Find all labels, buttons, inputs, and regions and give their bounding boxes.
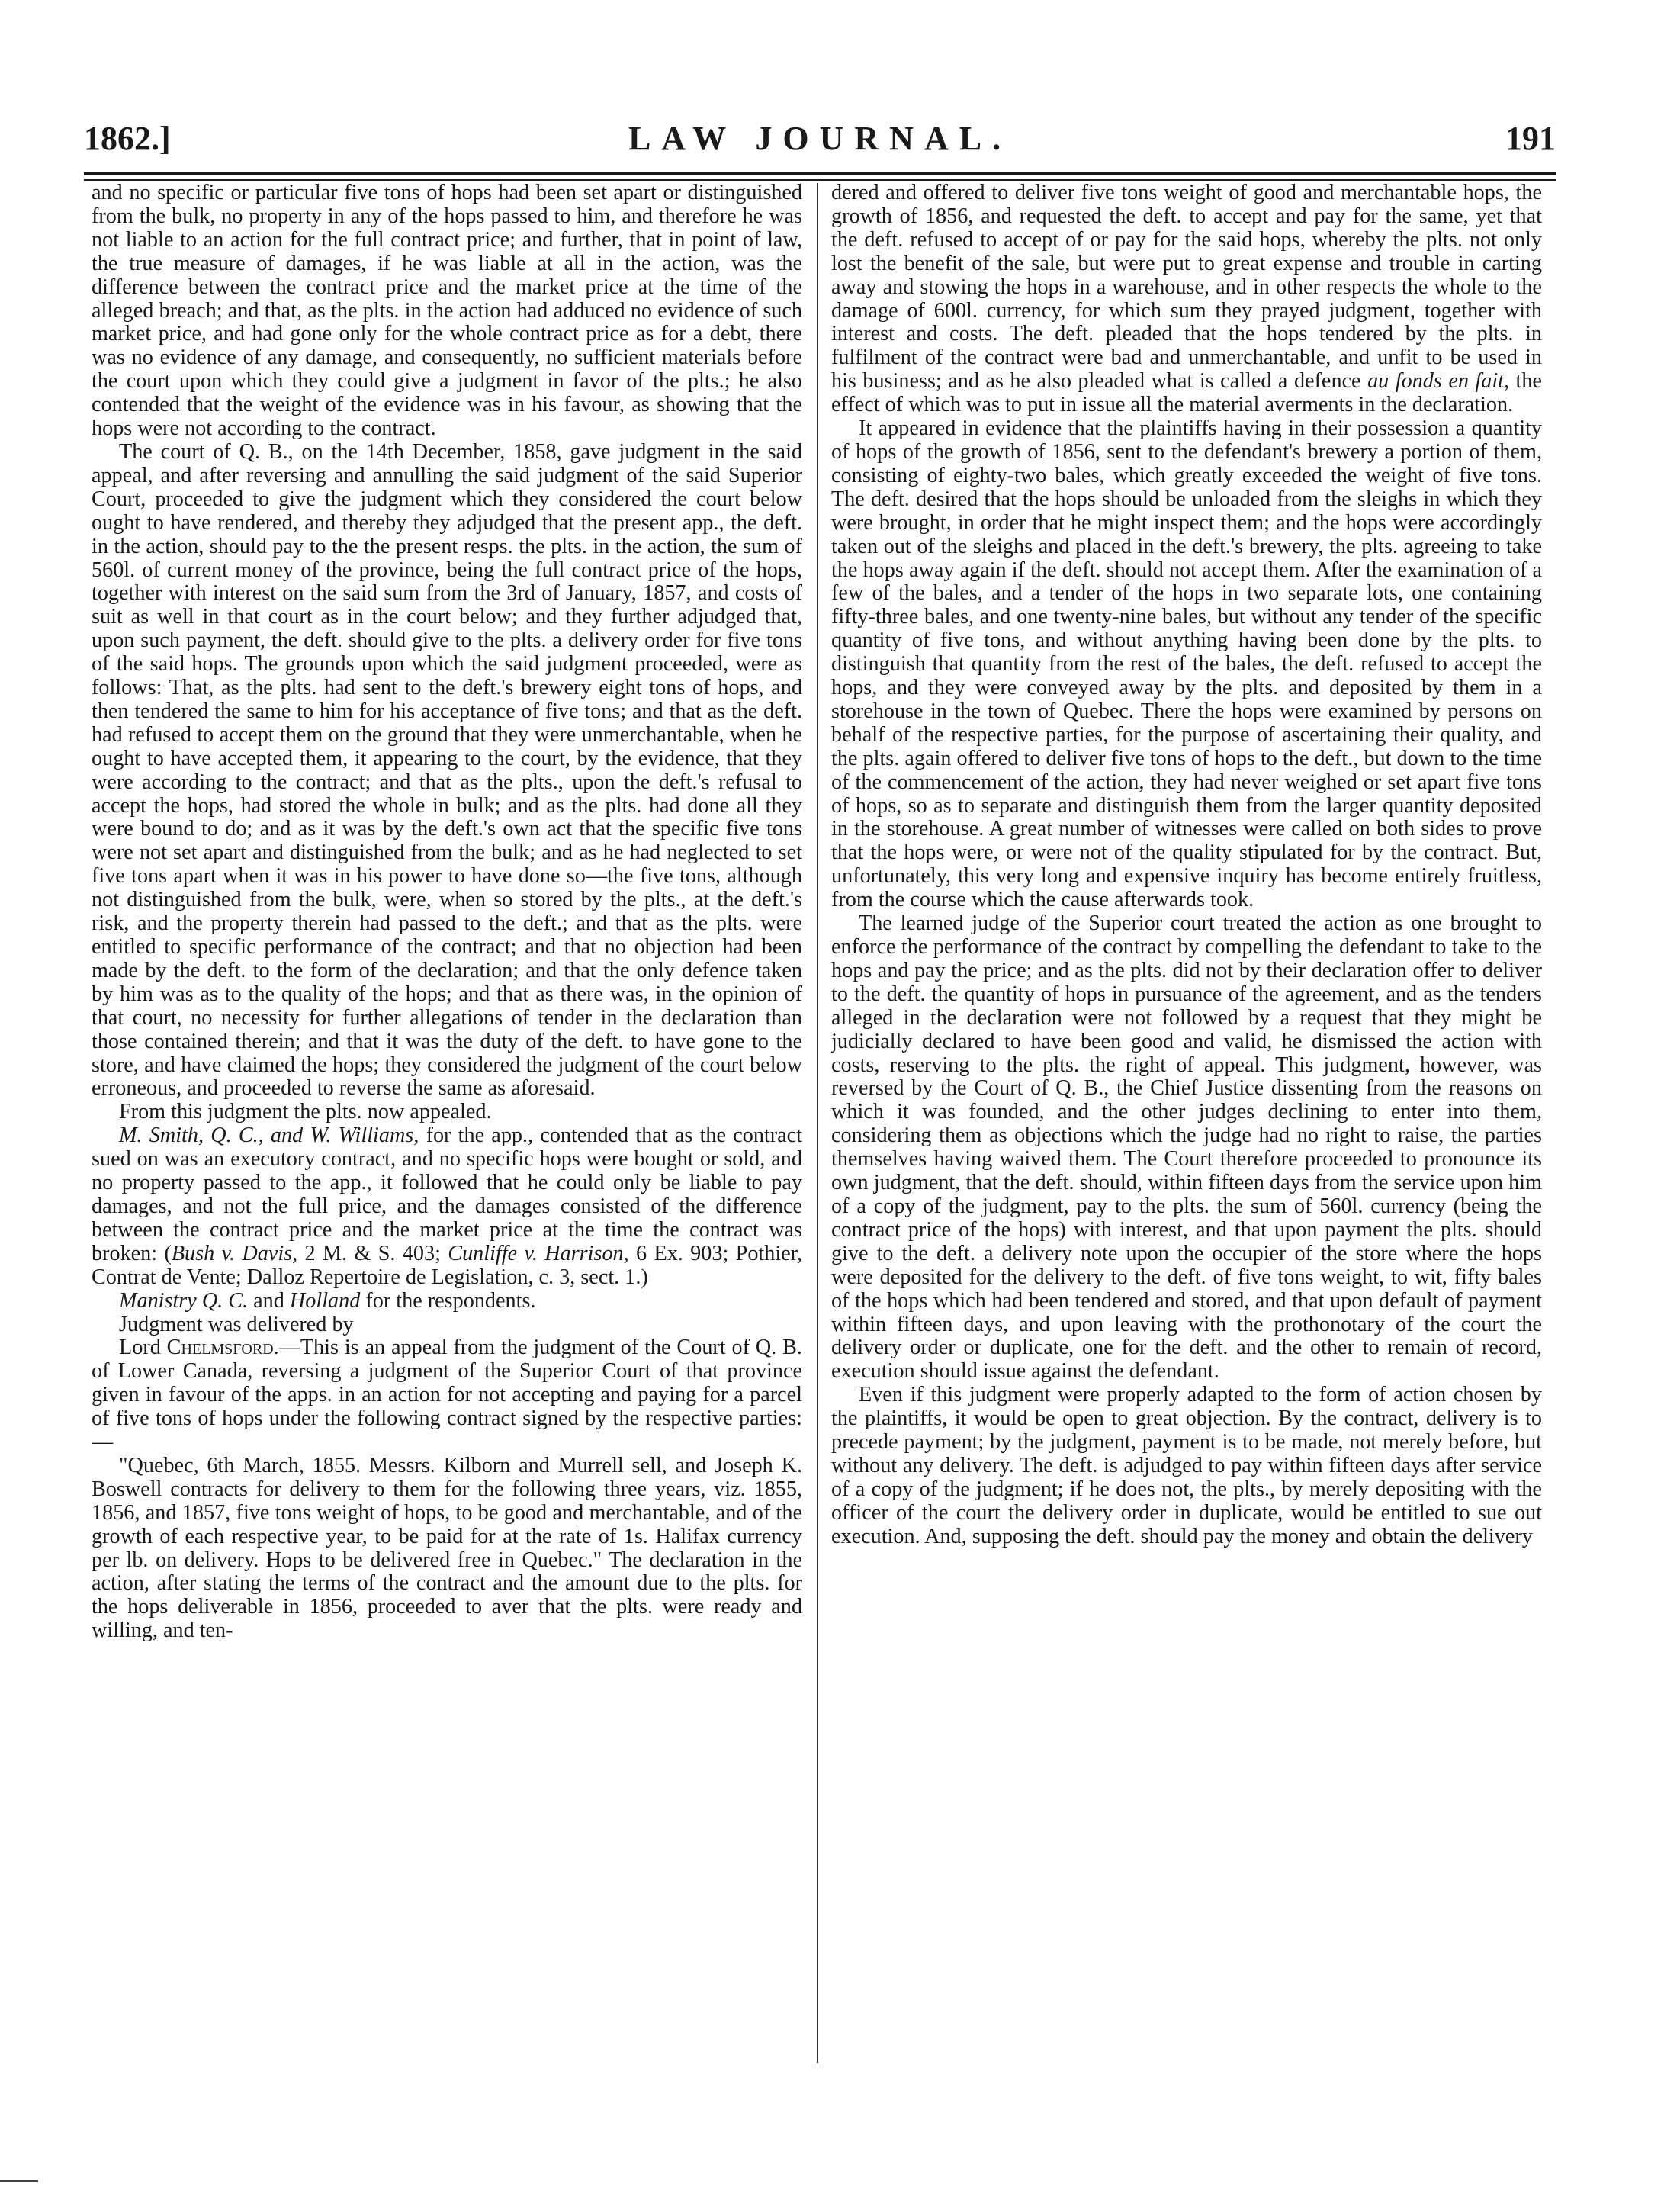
paragraph [92, 1124, 802, 1289]
case-citation: Bush v. Davis, [171, 1241, 298, 1265]
text-run: for the respondents. [360, 1288, 536, 1313]
text-run: the effect of which was to put in issue all the material averments in the declaration. [831, 369, 1542, 417]
text-run: dered and offered to deliver five tons weight of good and merchantable hops, the growth of 1856, and requested the deft. to accept and pay for the same, yet that the deft. refused to accept of or pay for the said hops, whereby the plts. not only lost the benefit of the sale, but were put to great expense and trouble in carting away and stowing the hops in a warehouse, and in other respects the whole to the damage of 600l. currency, for which sum they prayed judgment, together with interest and costs. The deft. pleaded that the hops tendered by the plts. in fulfilment of the contract were bad and unmerchantable, and unfit to be used in his business; and as he also pleaded what is called a defence [831, 182, 1542, 394]
text-run: 2 M. & S. 403; [297, 1241, 448, 1265]
header-year: 1862.] [84, 120, 171, 157]
header-rule-thick [84, 172, 1556, 175]
header-rule-thin [84, 179, 1556, 181]
journal-title: LAW JOURNAL. [628, 120, 1012, 157]
paragraph: From this judgment the plts. now appealed. [119, 1100, 492, 1124]
text-run: .—This is an appeal from the judgment of the Court of Q. B. of Lower Canada, reversing a judgment of the Superior Court of that province given in favour of the apps. in an action for not accepting and paying for a parcel of five tons of hops under the following contract signed by the respective parties:— [92, 1336, 802, 1455]
judge-name: Chelmsford [166, 1336, 274, 1360]
paragraph: It appeared in evidence that the plaintiffs having in their possession a quantity of hops of the growth of 1856, sent to the defendant's brewery a portion of them, consisting of eighty-two bales, which greatly exceeded the weight of five tons. The deft. desired that the hops should be unloaded from the sleighs in which they were brought, in order that he might inspect them; and the hops were accordingly taken out of the sleighs and placed in the deft.'s brewery, the plts. agreeing to take the hops away again if the deft. should not accept them. After the examination of a few of the bales, and a tender of the hops in two separate lots, one containing fifty-three bales, and one twenty-nine bales, but without any tender of the specific quantity of five tons, and without anything having been done by the plts. to distinguish that quantity from the rest of the bales, the deft. refused to accept the hops, and they were conveyed away by the plts. and deposited by them in a storehouse in the town of Quebec. There the hops were examined by persons on behalf of the respective parties, for the purpose of ascertaining their quality, and the plts. again offered to deliver five tons of hops to the deft., but down to the time of the commencement of the action, they had never weighed or set apart five tons of hops, so as to separate and distinguish them from the larger quantity deposited in the storehouse. A great number of witnesses were called on both sides to prove that the hops were, or were not of the quality stipulated for by the contract. But, unfortunately, this very long and expensive inquiry has become entirely fruitless, from the course which the cause afterwards took. [831, 416, 1542, 912]
text-run: for the app., contended that as the contract sued on was an executory contract, and no specific hops were bought or sold, and no property passed to the app., it followed that he could only be liable to pay damages, and not the full price, and the damages consisted of the difference between the contract price and the market price at the time the contract was broken: ( [92, 1124, 802, 1265]
text-run: Lord [119, 1336, 167, 1360]
scan-edge-mark [0, 2180, 38, 2182]
paragraph [831, 182, 1542, 417]
paragraph: The learned judge of the Superior court treated the action as one brought to enforce the performance of the contract by compelling the defendant to take to the hops and pay the price; and as the plts. did not by their declaration offer to deliver to the deft. the quantity of hops in pursuance of the agreement, and as the tenders alleged in the declaration were not followed by a request that they might be judicially declared to have been good and valid, he dismissed the action with costs, reserving to the plts. the right of appeal. This judgment, however, was reversed by the Court of Q. B., the Chief Justice dissenting from the reasons on which it was founded, and the other judges declining to enter into them, considering them as objections which the judge had no right to raise, the parties themselves having waived them. The Court therefore proceeded to pronounce its own judgment, that the deft. should, within fifteen days from the service upon him of a copy of the judgment, pay to the plts. the sum of 560l. currency (being the contract price of the hops) with interest, and that upon payment the plts. should give to the deft. a delivery note upon the occupier of the store where the hops were deposited for the delivery to the deft. of five tons weight, to wit, fifty bales of the hops which had been tendered and stored, and that upon default of payment within fifteen days, and upon leaving with the prothonotary of the court the delivery order or duplicate, one for the deft. and the other to remain of record, execution should issue against the defendant. [831, 911, 1542, 1384]
page-header [84, 114, 1556, 168]
page-number: 191 [1505, 120, 1556, 157]
paragraph: Judgment was delivered by [119, 1312, 354, 1336]
text-run: and [248, 1288, 290, 1313]
text-run: 6 Ex. 903; Pothier, Contrat de Vente; Dalloz Repertoire de Legislation, c. 3, sect. 1.) [92, 1241, 802, 1289]
paragraph [92, 1290, 802, 1313]
right-column [831, 182, 1542, 2065]
case-citation: Cunliffe v. Harrison, [448, 1241, 629, 1265]
paragraph: and no specific or particular five tons of hops had been set apart or distinguished from the bulk, no property in any of the hops passed to him, and therefore he was not liable to an action for the full contract price; and further, that in point of law, the true measure of damages, if he was liable at all in the action, was the difference between the contract price and the market price at the time of the alleged breach; and that, as the plts. in the action had adduced no evidence of such market price, and had gone only for the whole contract price as for a debt, there was no evidence of any damage, and consequently, no sufficient materials before the court upon which they could give a judgment in favor of the plts.; he also contended that the weight of the evidence was in his favour, as showing that the hops were not according to the contract. [92, 182, 802, 441]
legal-term: au fonds en fait, [1367, 369, 1510, 394]
left-column [92, 182, 802, 2065]
counsel-names: Manistry Q. C. [119, 1288, 249, 1313]
column-divider [817, 183, 818, 2063]
paragraph: "Quebec, 6th March, 1855. Messrs. Kilborn and Murrell sell, and Joseph K. Boswell contracts for delivery to them for the following three years, viz. 1855, 1856, and 1857, five tons weight of hops, to be good and merchantable, and of the growth of each respective year, to be paid for at the rate of 1s. Halifax currency per lb. on delivery. Hops to be delivered free in Quebec." The declaration in the action, after stating the terms of the contract and the amount due to the plts. for the hops deliverable in 1856, proceeded to aver that the plts. were ready and willing, and ten- [92, 1453, 802, 1643]
counsel-names: M. Smith, Q. C., and W. Williams, [119, 1124, 419, 1148]
counsel-names: Holland [289, 1288, 361, 1313]
paragraph: Even if this judgment were properly adapted to the form of action chosen by the plaintiffs, it would be open to great objection. By the contract, delivery is to precede payment; by the judgment, payment is to be made, not merely before, but without any delivery. The deft. is adjudged to pay within fifteen days after service of a copy of the judgment; if he does not, the plts., by merely depositing with the officer of the court the delivery order in duplicate, would be entitled to sue out execution. And, supposing the deft. should pay the money and obtain the delivery [831, 1383, 1542, 1548]
paragraph [92, 1336, 802, 1455]
paragraph: The court of Q. B., on the 14th December, 1858, gave judgment in the said appeal, and after reversing and annulling the said judgment of the said Superior Court, proceeded to give the judgment which they considered the court below ought to have rendered, and thereby they adjudged that the present app., the deft. in the action, should pay to the the present resps. the plts. in the action, the sum of 560l. of current money of the province, being the full contract price of the hops, together with interest on the said sum from the 3rd of January, 1857, and costs of suit as well in that court as in the court below; and they further adjudged that, upon such payment, the deft. should give to the plts. a delivery order for five tons of the said hops. The grounds upon which the said judgment proceeded, were as follows: That, as the plts. had sent to the deft.'s brewery eight tons of hops, and then tendered the same to him for his acceptance of five tons; and that as the deft. had refused to accept them on the ground that they were unmerchantable, when he ought to have accepted them, it appearing to the court, by the evidence, that they were according to the contract; and that as the plts., upon the deft.'s refusal to accept the hops, had stored the whole in bulk; and as the plts. had done all they were bound to do; and as it was by the deft.'s own act that the specific five tons were not set apart and distinguished from the bulk; and as he had neglected to set five tons apart when it was in his power to have done so—the five tons, although not distinguished from the bulk, were, when so stored by the plts., at the deft.'s risk, and the property therein had passed to the deft.; and that as the plts. were entitled to specific performance of the contract; and that no objection had been made by the deft. to the form of the declaration; and that the only defence taken by him was as to the quality of the hops; and that as there was, in the opinion of that court, no necessity for further allegations of tender in the declaration than those contained therein; and that it was the duty of the deft. to have gone to the store, and have claimed the hops; they considered the judgment of the court below erroneous, and proceeded to reverse the same as aforesaid. [92, 439, 802, 1101]
